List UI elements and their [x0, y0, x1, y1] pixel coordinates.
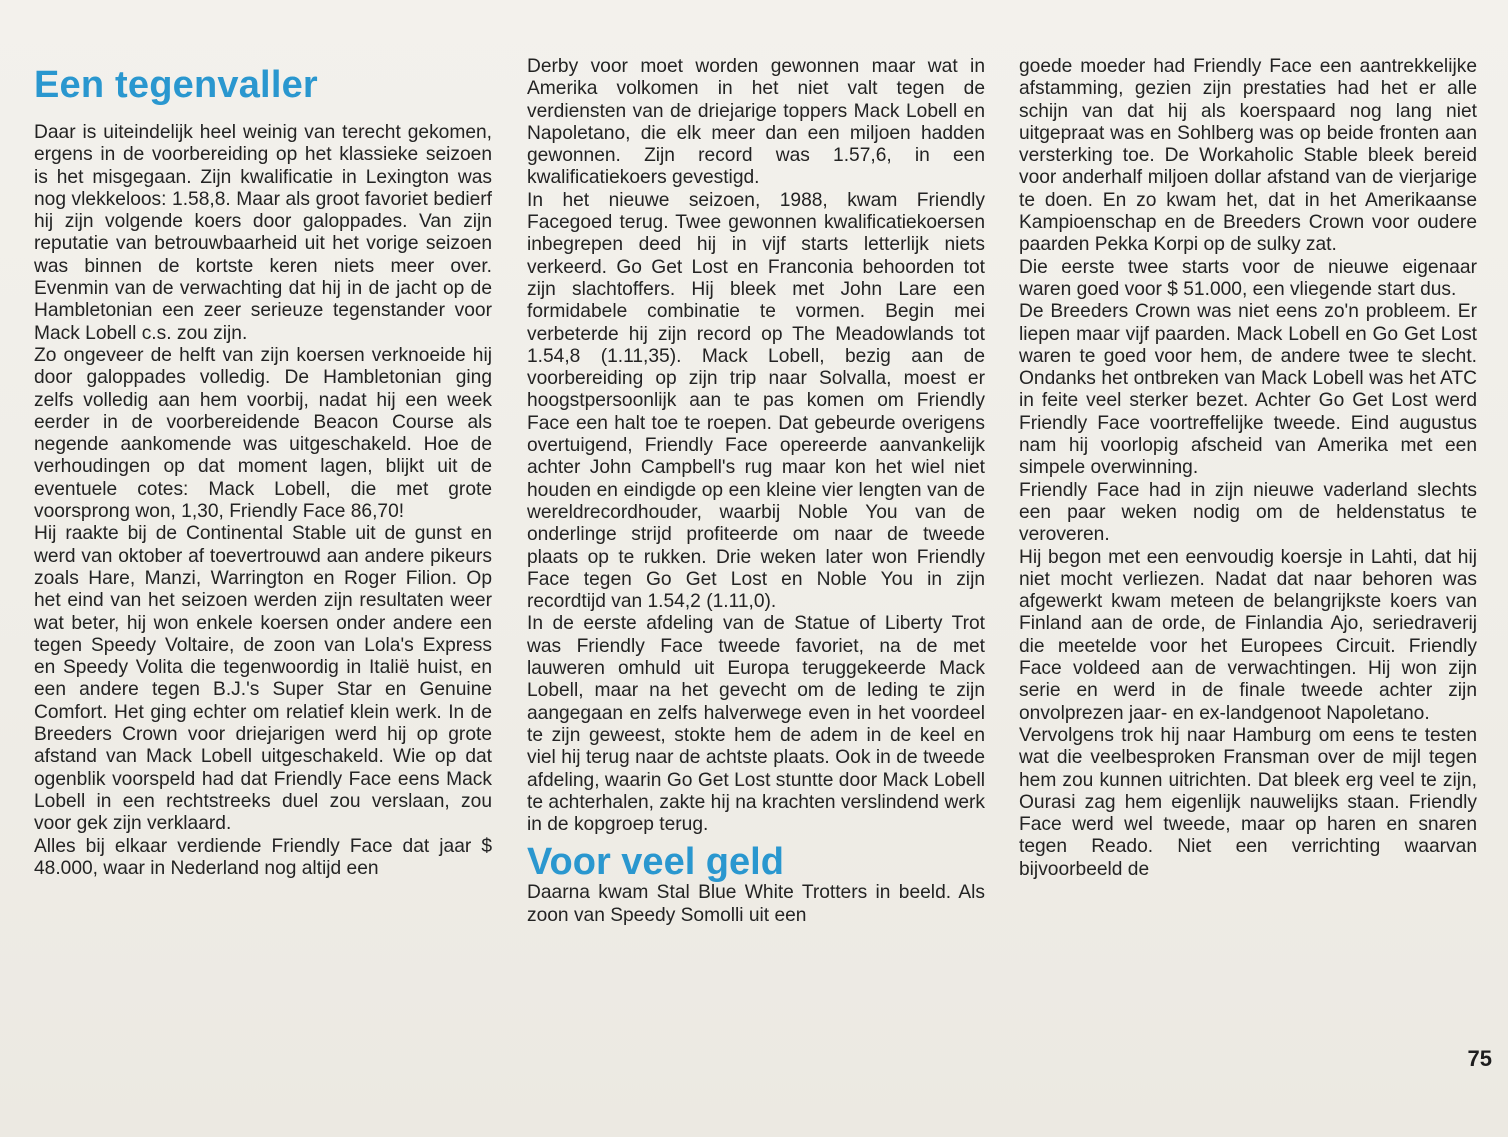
paragraph: Die eerste twee starts voor de nieuwe eigenaar waren goed voor $ 51.000, een vliegende start dus. — [1019, 256, 1477, 300]
heading-voor-veel-geld: Voor veel geld — [527, 841, 784, 884]
column-right — [1019, 56, 1477, 881]
paragraph: Alles bij elkaar verdiende Friendly Face dat jaar $ 48.000, waar in Nederland nog altijd een — [34, 835, 492, 879]
paragraph: goede moeder had Friendly Face een aantrekkelijke afstamming, gezien zijn prestaties had het er alle schijn van dat hij als koerspaard nog lang niet uitgepraat was en Sohlberg was op beide fronten aan versterking toe. De Workaholic Stable bleek bereid voor anderhalf miljoen dollar afstand van de vierjarige te doen. En zo kwam het, dat in het Amerikaanse Kampioenschap en de Breeders Crown voor oudere paarden Pekka Korpi op de sulky zat. — [1019, 56, 1477, 256]
page-number: 75 — [1467, 1046, 1492, 1071]
paragraph: Friendly Face had in zijn nieuwe vaderland slechts een paar weken nodig om de heldenstatus te veroveren. — [1019, 479, 1477, 546]
paragraph: Daar is uiteindelijk heel weinig van terecht gekomen, ergens in de voorbereiding op het klassieke seizoen is het misgegaan. Zijn kwalificatie in Lexington was nog vlekkeloos: 1.58,8. Maar als groot favoriet bedierf hij zijn volgende koers door galoppades. Van zijn reputatie van betrouwbaarheid uit het vorige seizoen was binnen de kortste keren niets meer over. Evenmin van de verwachting dat hij in de jacht op de Hambletonian een zeer serieuze tegenstander voor Mack Lobell c.s. zou zijn. — [34, 122, 492, 344]
paragraph: Daarna kwam Stal Blue White Trotters in beeld. Als zoon van Speedy Somolli uit een — [527, 882, 985, 926]
column-middle — [527, 56, 985, 927]
paragraph: Hij begon met een eenvoudig koersje in Lahti, dat hij niet mocht verliezen. Nadat dat naar behoren was afgewerkt kwam meteen de belangrijkste koers van Finland aan de orde, de Finlandia Ajo, seriedraverij die meetelde voor het Europees Circuit. Friendly Face voldeed aan de verwachtingen. Hij won zijn serie en werd in de finale tweede achter zijn onvolprezen jaar- en ex-landgenoot Napoletano. — [1019, 546, 1477, 724]
paragraph: Derby voor moet worden gewonnen maar wat in Amerika volkomen in het niet valt tegen de verdiensten van de driejarige toppers Mack Lobell en Napoletano, die elk meer dan een miljoen hadden gewonnen. Zijn record was 1.57,6, in een kwalificatiekoers gevestigd. — [527, 56, 985, 189]
paragraph: Hij raakte bij de Continental Stable uit de gunst en werd van oktober af toevertrouwd aan andere pikeurs zoals Hare, Manzi, Warrington en Roger Filion. Op het eind van het seizoen werden zijn resultaten weer wat beter, hij won enkele koersen onder andere een tegen Speedy Voltaire, de zoon van Lola's Express en Speedy Volita die tegenwoordig in Italië huist, en een andere tegen B.J.'s Super Star en Genuine Comfort. Het ging echter om relatief klein werk. In de Breeders Crown voor driejarigen werd hij op grote afstand van Mack Lobell uitgeschakeld. Wie op dat ogenblik voorspeld had dat Friendly Face eens Mack Lobell in een rechtstreeks duel zou verslaan, zou voor gek zijn verklaard. — [34, 523, 492, 835]
paragraph: Zo ongeveer de helft van zijn koersen verknoeide hij door galoppades volledig. De Hambletonian ging zelfs volledig aan hem voorbij, nadat hij een week eerder in de voorbereidende Beacon Course als negende aankomende was uitgeschakeld. Hoe de verhoudingen op dat moment lagen, blijkt uit de eventuele cotes: Mack Lobell, die met grote voorsprong won, 1,30, Friendly Face 86,70! — [34, 344, 492, 523]
column-left — [34, 64, 492, 880]
paragraph: De Breeders Crown was niet eens zo'n probleem. Er liepen maar vijf paarden. Mack Lobell en Go Get Lost waren te goed voor hem, de andere twee te slecht. Ondanks het ontbreken van Mack Lobell was het ATC in feite veel sterker bezet. Achter Go Get Lost werd Friendly Face voortreffelijke tweede. Eind augustus nam hij voorlopig afscheid van Amerika met een simpele overwinning. — [1019, 301, 1477, 479]
paragraph: In de eerste afdeling van de Statue of Liberty Trot was Friendly Face tweede favoriet, na de met lauweren omhuld uit Europa teruggekeerde Mack Lobell, maar na het gevecht om de leding te zijn aangegaan en zelfs halverwege even in het voordeel te zijn geweest, stokte hem de adem in de keel en viel hij terug naar de achtste plaats. Ook in de tweede afdeling, waarin Go Get Lost stuntte door Mack Lobell te achterhalen, zakte hij na krachten verslindend werk in de kopgroep terug. — [527, 613, 985, 836]
paragraph: In het nieuwe seizoen, 1988, kwam Friendly Facegoed terug. Twee gewonnen kwalificatiekoersen inbegrepen deed hij in vijf starts letterlijk niets verkeerd. Go Get Lost en Franconia behoorden tot zijn slachtoffers. Hij bleek met John Lare een formidabele combinatie te vormen. Begin mei verbeterde hij zijn record op The Meadowlands tot 1.54,8 (1.11,35). Mack Lobell, bezig aan de voorbereiding op zijn trip naar Solvalla, moest er hoogstpersoonlijk aan te pas komen om Friendly Face een halt toe te roepen. Dat gebeurde overigens overtuigend, Friendly Face opereerde aanvankelijk achter John Campbell's rug maar kon het wiel niet houden en eindigde op een kleine vier lengten van de wereldrecordhouder, waarbij Noble You van de onderlinge strijd profiteerde om naar de tweede plaats op te rukken. Drie weken later won Friendly Face tegen Go Get Lost en Noble You in zijn recordtijd van 1.54,2 (1.11,0). — [527, 189, 985, 613]
paragraph: Vervolgens trok hij naar Hamburg om eens te testen wat die veelbesproken Fransman over de mijl tegen hem zou kunnen uitrichten. Dat bleek erg veel te zijn, Ourasi zag hem eigenlijk nauwelijks staan. Friendly Face werd wel tweede, maar op haren en snaren tegen Reado. Niet een verrichting waarvan bijvoorbeeld de — [1019, 724, 1477, 880]
heading-een-tegenvaller: Een tegenvaller — [34, 64, 318, 106]
